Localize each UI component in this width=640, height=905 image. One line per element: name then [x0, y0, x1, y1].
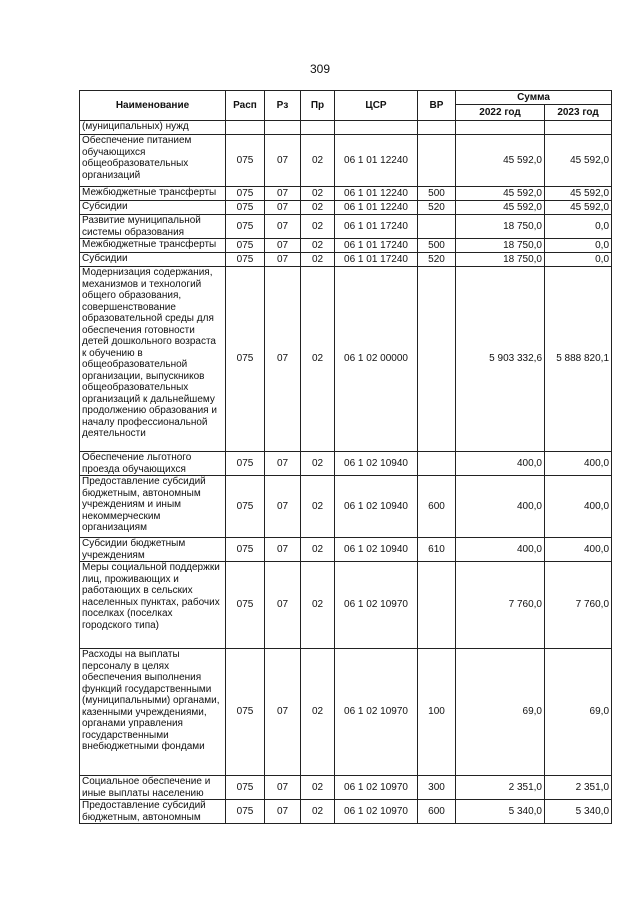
row-2022: 18 750,0 [456, 253, 545, 267]
row-rasp: 075 [226, 452, 265, 476]
row-csr [335, 121, 418, 135]
row-rasp: 075 [226, 267, 265, 452]
row-2022: 5 903 332,6 [456, 267, 545, 452]
row-rasp: 075 [226, 187, 265, 201]
row-rasp: 075 [226, 800, 265, 824]
row-name: Предоставление субсидий бюджетным, автономным учреждениям и иным некоммерческим организациям [80, 476, 226, 538]
row-pr: 02 [301, 215, 335, 239]
row-rz: 07 [265, 201, 301, 215]
table-row [80, 239, 612, 253]
row-vr: 500 [418, 239, 456, 253]
row-name: Развитие муниципальной системы образования [80, 215, 226, 239]
row-pr: 02 [301, 776, 335, 800]
row-2022: 18 750,0 [456, 215, 545, 239]
row-vr: 520 [418, 201, 456, 215]
row-vr: 100 [418, 649, 456, 776]
row-name: (муниципальных) нужд [80, 121, 226, 135]
header-sum: Сумма [456, 91, 612, 105]
row-vr [418, 267, 456, 452]
table-row [80, 135, 612, 187]
row-vr [418, 215, 456, 239]
row-pr: 02 [301, 649, 335, 776]
row-vr: 500 [418, 187, 456, 201]
row-2023 [545, 121, 612, 135]
row-vr [418, 135, 456, 187]
row-2022 [456, 121, 545, 135]
row-rasp: 075 [226, 476, 265, 538]
row-2022: 7 760,0 [456, 562, 545, 649]
header-csr: ЦСР [335, 91, 418, 121]
row-rz: 07 [265, 649, 301, 776]
row-pr: 02 [301, 239, 335, 253]
row-2023: 400,0 [545, 452, 612, 476]
table-row [80, 215, 612, 239]
row-rasp: 075 [226, 562, 265, 649]
row-name: Субсидии [80, 253, 226, 267]
row-csr: 06 1 01 12240 [335, 135, 418, 187]
table-header [80, 91, 612, 121]
row-rz: 07 [265, 239, 301, 253]
row-2022: 18 750,0 [456, 239, 545, 253]
header-pr: Пр [301, 91, 335, 121]
row-name: Модернизация содержания, механизмов и технологий общего образования, совершенствование образовательной среды для обеспечения готовности детей дошкольного возраста к обучению в общеобразовательной организации, выпускников общеобразовательных организаций к дальнейшему продолжению образования и началу профессиональной деятельности [80, 267, 226, 452]
header-2022: 2022 год [456, 105, 545, 121]
row-csr: 06 1 01 12240 [335, 201, 418, 215]
row-2023: 45 592,0 [545, 187, 612, 201]
row-rasp: 075 [226, 201, 265, 215]
row-2022: 400,0 [456, 476, 545, 538]
row-name: Обеспечение льготного проезда обучающихся [80, 452, 226, 476]
row-2022: 400,0 [456, 452, 545, 476]
row-2023: 400,0 [545, 476, 612, 538]
budget-table [79, 90, 612, 824]
row-rasp: 075 [226, 135, 265, 187]
row-csr: 06 1 02 10940 [335, 452, 418, 476]
row-vr: 600 [418, 800, 456, 824]
table-row [80, 562, 612, 649]
page-number: 309 [309, 62, 331, 76]
row-pr: 02 [301, 562, 335, 649]
row-pr: 02 [301, 452, 335, 476]
table-row [80, 649, 612, 776]
row-rz: 07 [265, 562, 301, 649]
row-csr: 06 1 01 17240 [335, 239, 418, 253]
row-2023: 5 340,0 [545, 800, 612, 824]
table-row [80, 121, 612, 135]
row-rz: 07 [265, 776, 301, 800]
row-name: Субсидии [80, 201, 226, 215]
row-rz: 07 [265, 800, 301, 824]
row-rz: 07 [265, 538, 301, 562]
row-csr: 06 1 02 10970 [335, 562, 418, 649]
row-2023: 5 888 820,1 [545, 267, 612, 452]
row-2023: 2 351,0 [545, 776, 612, 800]
row-rasp: 075 [226, 538, 265, 562]
row-pr: 02 [301, 253, 335, 267]
row-pr: 02 [301, 187, 335, 201]
row-2022: 45 592,0 [456, 201, 545, 215]
row-name: Социальное обеспечение и иные выплаты населению [80, 776, 226, 800]
row-2022: 5 340,0 [456, 800, 545, 824]
table-body [80, 121, 612, 824]
header-vr: ВР [418, 91, 456, 121]
header-name: Наименование [80, 91, 226, 121]
table-row [80, 776, 612, 800]
table-row [80, 187, 612, 201]
row-pr: 02 [301, 538, 335, 562]
row-2023: 45 592,0 [545, 135, 612, 187]
row-rz: 07 [265, 253, 301, 267]
row-rz: 07 [265, 452, 301, 476]
row-vr [418, 452, 456, 476]
row-rz: 07 [265, 267, 301, 452]
row-2023: 0,0 [545, 215, 612, 239]
row-vr: 610 [418, 538, 456, 562]
row-rz: 07 [265, 187, 301, 201]
header-rz: Рз [265, 91, 301, 121]
row-name: Межбюджетные трансферты [80, 187, 226, 201]
row-csr: 06 1 02 10970 [335, 649, 418, 776]
row-rasp [226, 121, 265, 135]
row-csr: 06 1 02 10940 [335, 476, 418, 538]
table-row [80, 452, 612, 476]
row-vr [418, 562, 456, 649]
row-rasp: 075 [226, 239, 265, 253]
row-csr: 06 1 02 10970 [335, 800, 418, 824]
row-pr: 02 [301, 800, 335, 824]
row-vr: 520 [418, 253, 456, 267]
row-csr: 06 1 01 12240 [335, 187, 418, 201]
row-rasp: 075 [226, 215, 265, 239]
table-row [80, 267, 612, 452]
row-rz: 07 [265, 476, 301, 538]
row-name: Межбюджетные трансферты [80, 239, 226, 253]
row-vr: 600 [418, 476, 456, 538]
row-2022: 45 592,0 [456, 187, 545, 201]
row-csr: 06 1 01 17240 [335, 253, 418, 267]
row-rz: 07 [265, 135, 301, 187]
row-pr [301, 121, 335, 135]
table-row [80, 800, 612, 824]
row-rasp: 075 [226, 253, 265, 267]
header-rasp: Расп [226, 91, 265, 121]
row-2023: 0,0 [545, 239, 612, 253]
row-rz [265, 121, 301, 135]
row-pr: 02 [301, 267, 335, 452]
row-2022: 2 351,0 [456, 776, 545, 800]
row-rasp: 075 [226, 649, 265, 776]
row-2023: 0,0 [545, 253, 612, 267]
row-2023: 45 592,0 [545, 201, 612, 215]
row-pr: 02 [301, 135, 335, 187]
row-name: Обеспечение питанием обучающихся общеобразовательных организаций [80, 135, 226, 187]
row-vr [418, 121, 456, 135]
row-rz: 07 [265, 215, 301, 239]
table-row [80, 476, 612, 538]
header-2023: 2023 год [545, 105, 612, 121]
row-name: Предоставление субсидий бюджетным, автономным [80, 800, 226, 824]
row-2022: 400,0 [456, 538, 545, 562]
row-2023: 400,0 [545, 538, 612, 562]
row-pr: 02 [301, 476, 335, 538]
row-csr: 06 1 02 10940 [335, 538, 418, 562]
row-csr: 06 1 02 10970 [335, 776, 418, 800]
row-2023: 69,0 [545, 649, 612, 776]
row-name: Расходы на выплаты персоналу в целях обеспечения выполнения функций государственными (муниципальными) органами, казенными учреждениями, органами управления государственными внебюджетными фондами [80, 649, 226, 776]
table-row [80, 201, 612, 215]
row-csr: 06 1 01 17240 [335, 215, 418, 239]
row-rasp: 075 [226, 776, 265, 800]
table-row [80, 253, 612, 267]
row-2022: 45 592,0 [456, 135, 545, 187]
table-row [80, 538, 612, 562]
row-vr: 300 [418, 776, 456, 800]
row-2023: 7 760,0 [545, 562, 612, 649]
row-2022: 69,0 [456, 649, 545, 776]
row-name: Субсидии бюджетным учреждениям [80, 538, 226, 562]
row-name: Меры социальной поддержки лиц, проживающих и работающих в сельских населенных пунктах, рабочих поселках (поселках городского типа) [80, 562, 226, 649]
row-csr: 06 1 02 00000 [335, 267, 418, 452]
row-pr: 02 [301, 201, 335, 215]
